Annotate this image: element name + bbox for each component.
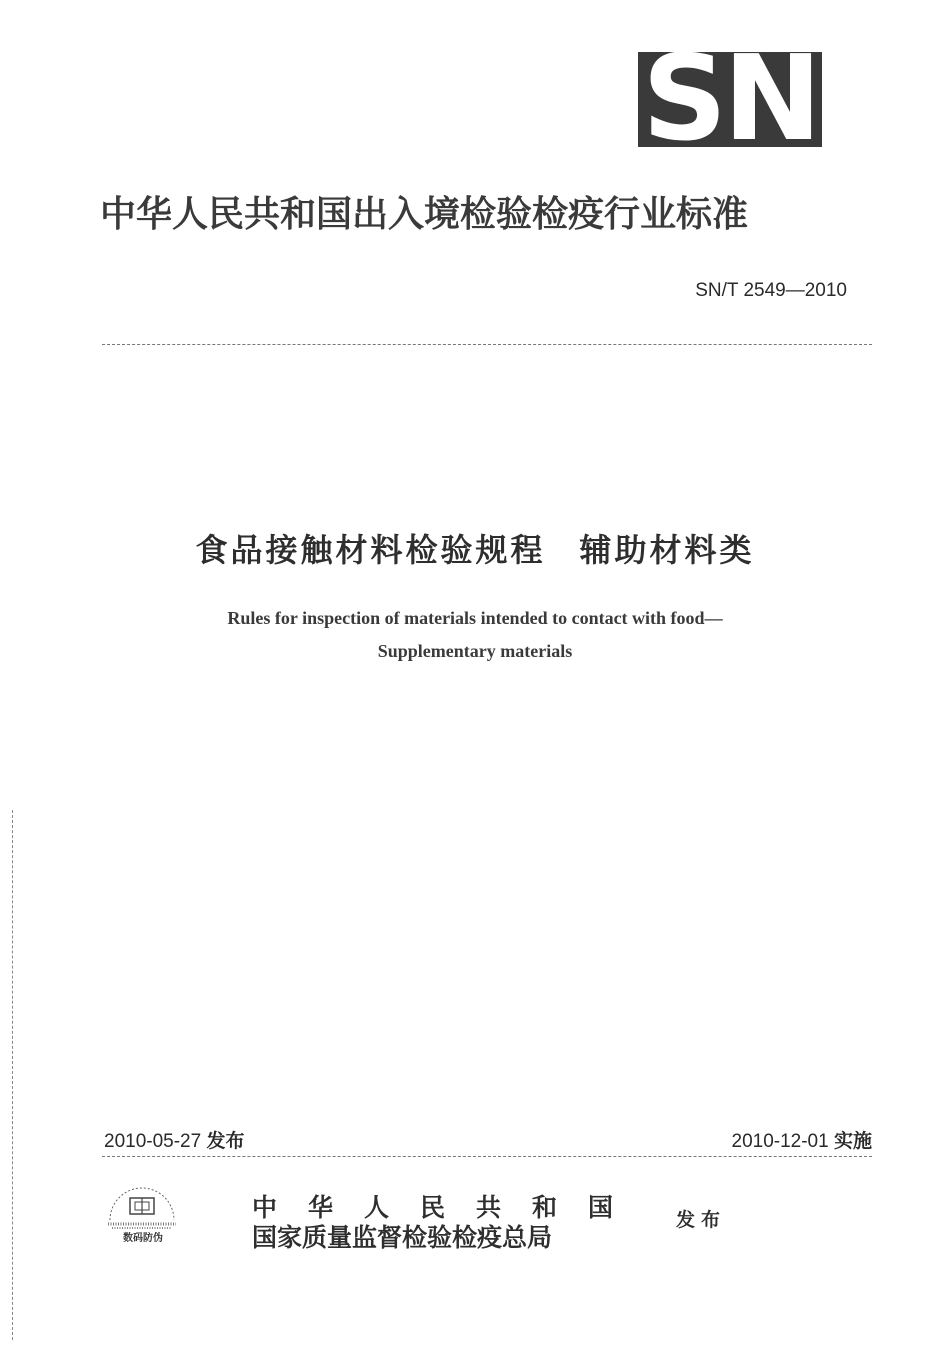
scan-margin-line: [12, 810, 13, 1340]
sn-logo: [638, 52, 822, 147]
document-title-en-line2: Supplementary materials: [377, 641, 573, 661]
issue-date-label: 发布: [206, 1130, 245, 1152]
title-cn-main: 食品接触材料检验规程: [195, 531, 546, 569]
top-divider: [102, 344, 872, 345]
standard-organization-title: 中华人民共和国出入境检验检疫行业标准: [100, 194, 749, 235]
title-cn-sub: 辅助材料类: [579, 531, 755, 569]
bottom-divider: [102, 1156, 872, 1157]
implementation-date-label: 实施: [833, 1130, 872, 1152]
standard-code: SN/T 2549—2010: [695, 280, 847, 301]
implementation-date-value: 2010-12-01: [731, 1131, 829, 1152]
issuer-suffix: 发布: [676, 1209, 727, 1231]
implementation-date: [732, 1126, 873, 1153]
issue-date: [104, 1126, 245, 1153]
issuer-line2: 国家质量监督检验检疫总局: [252, 1223, 553, 1252]
issuer-block: [252, 1193, 652, 1253]
document-title-cn: [0, 528, 950, 572]
sn-logo-text: SN: [642, 52, 818, 147]
issuer-line1: 中华人民共和国: [252, 1193, 645, 1222]
seal-caption: 数码防伪: [123, 1233, 163, 1244]
document-title-en-line1: Rules for inspection of materials intended to contact with food—: [227, 608, 723, 628]
issue-date-value: 2010-05-27: [104, 1131, 202, 1152]
